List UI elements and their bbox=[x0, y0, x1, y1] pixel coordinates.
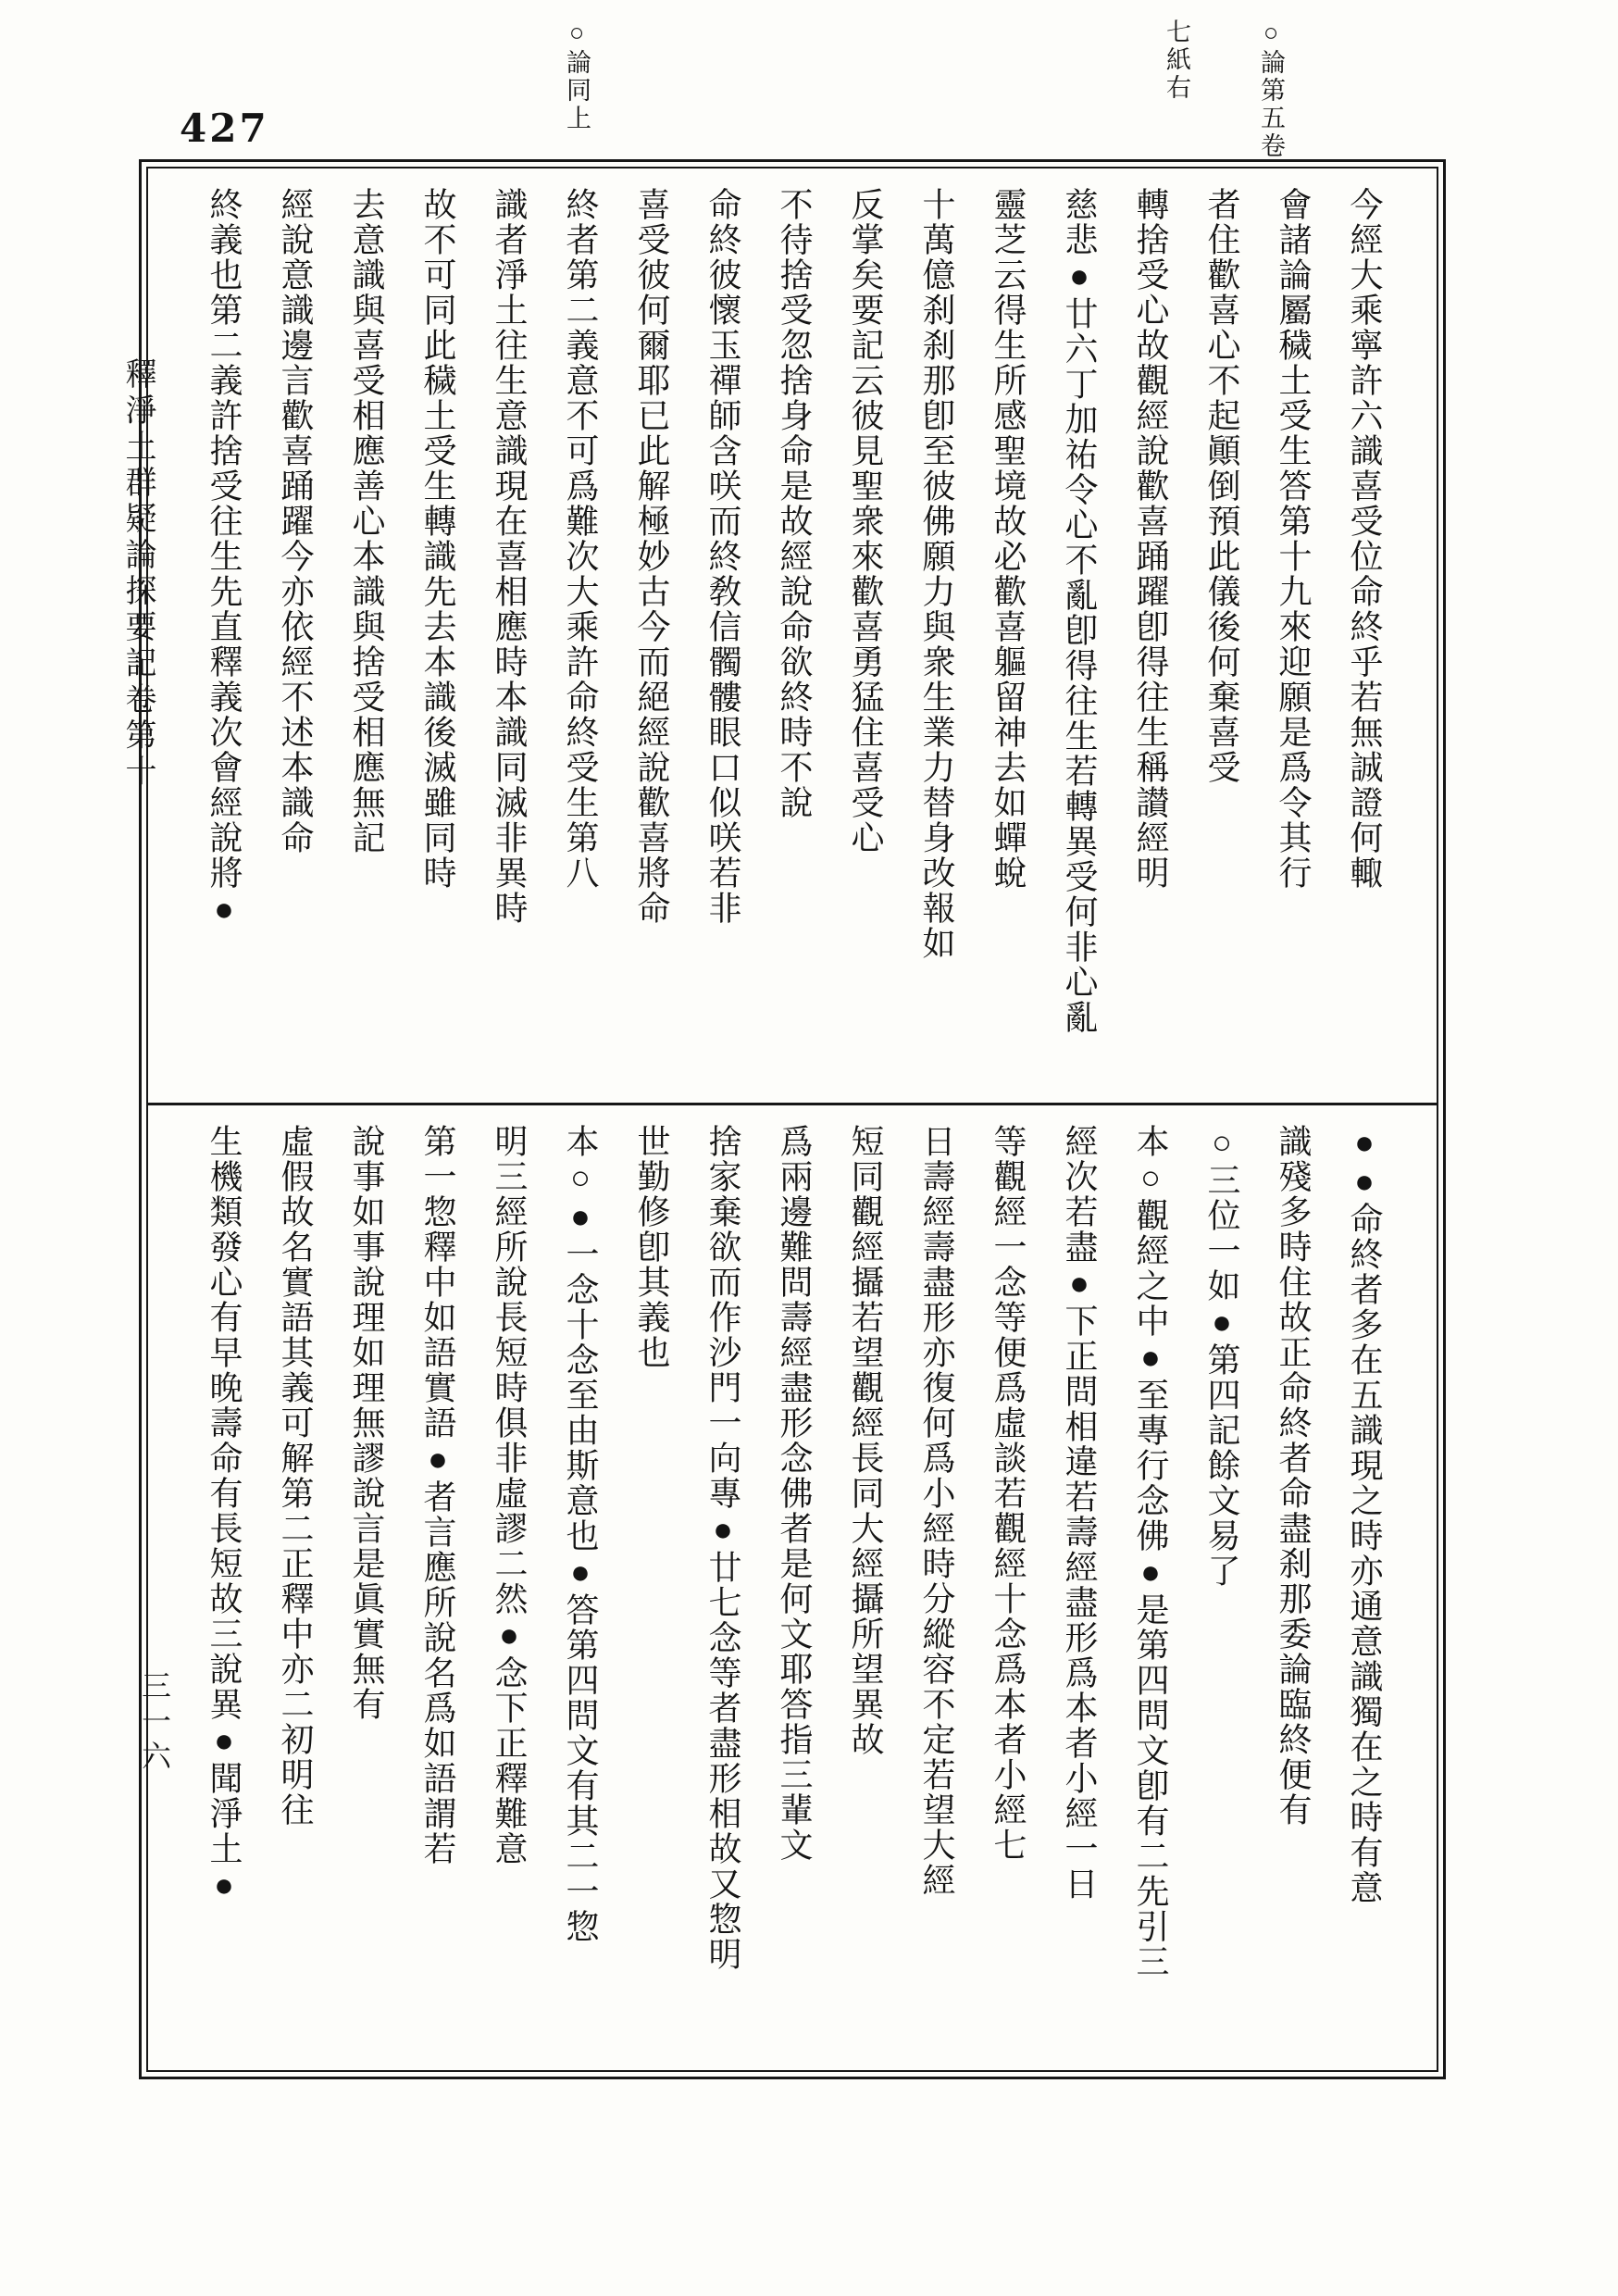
text-column: 故不可同此穢土受生轉識先去本識後滅雖同時 bbox=[419, 187, 456, 891]
text-column: 識者淨土往生意識現在喜相應時本識同滅非異時 bbox=[491, 187, 528, 926]
text-column: 命終彼懷玉禪師含咲而終敎信髑髏眼口似咲若非 bbox=[704, 187, 741, 926]
text-column: 反掌矣要記云彼見聖衆來歡喜勇猛住喜受心 bbox=[847, 187, 884, 855]
text-column: 喜受彼何爾耶已此解極妙古今而絕經說歡喜將命 bbox=[633, 187, 670, 926]
text-column: 者住歡喜心不起顚倒預此儀後何棄喜受 bbox=[1203, 187, 1240, 785]
text-column: 靈芝云得生所感聖境故必歡喜軀留神去如蟬蛻 bbox=[989, 187, 1027, 891]
text-column: 終義也第二義許捨受往生先直釋義次會經說將● bbox=[205, 187, 243, 930]
folio-number: 三一六 bbox=[138, 1670, 171, 1776]
text-column: 今經大乘寧許六識喜受位命終乎若無誠證何輙 bbox=[1346, 187, 1383, 891]
text-column: 等觀經一念等便爲虛談若觀經十念爲本者小經七 bbox=[989, 1124, 1027, 1863]
text-column: 經次若盡●下正問相違若壽經盡形爲本者小經一日 bbox=[1061, 1124, 1098, 1902]
text-column: 日壽經壽盡形亦復何爲小經時分縱容不定若望大經 bbox=[918, 1124, 955, 1898]
text-column: 生機類發心有早晚壽命有長短故三說異●聞淨土● bbox=[205, 1124, 243, 1905]
text-column: 終者第二義意不可爲難次大乘許命終受生第八 bbox=[562, 187, 599, 891]
header-note-source-reference bbox=[1098, 19, 1350, 176]
text-column: 本○觀經之中●至專行念佛●是第四問文卽有二先引三 bbox=[1132, 1124, 1169, 1979]
text-column: 本○●一念十念至由斯意也●答第四問文有其二一惣 bbox=[562, 1124, 599, 1944]
header-note-same-as-above: ○論同上 bbox=[563, 19, 591, 132]
text-frame-inner bbox=[146, 167, 1438, 2072]
bottom-text-block bbox=[148, 1105, 1437, 2070]
header-note-leaf: 七紙右 bbox=[1163, 19, 1190, 102]
text-column: ○三位一如●第四記餘文易了 bbox=[1203, 1124, 1240, 1589]
text-column: 會諸論屬穢土受生答第十九來迎願是爲令其行 bbox=[1275, 187, 1312, 891]
margin-title: 釋淨土群疑論探要記卷第十 bbox=[120, 357, 155, 791]
text-column: 經說意識邊言歡喜踊躍今亦依經不述本識命 bbox=[277, 187, 314, 855]
top-text-block bbox=[148, 168, 1437, 1105]
text-column: 慈悲●廿六丁加祐令心不亂卽得往生若轉異受何非心亂 bbox=[1061, 187, 1098, 1035]
text-frame bbox=[139, 159, 1446, 2079]
text-column: 第一惣釋中如語實語●者言應所說名爲如語謂若 bbox=[419, 1124, 456, 1866]
text-column: 世勤修卽其義也 bbox=[633, 1124, 670, 1370]
text-column: 爲兩邊難問壽經盡形念佛者是何文耶答指三輩文 bbox=[776, 1124, 813, 1863]
text-column: 短同觀經攝若望觀經長同大經攝所望異故 bbox=[847, 1124, 884, 1757]
text-column: 識殘多時住故正命終者命盡刹那委論臨終便有 bbox=[1275, 1124, 1312, 1828]
text-column: 說事如事說理如理無謬說言是眞實無有 bbox=[348, 1124, 385, 1722]
text-column: 不待捨受忽捨身命是故經說命欲終時不說 bbox=[776, 187, 813, 820]
print-page-number: 427 bbox=[180, 106, 269, 151]
header-note-volume: ○論第五卷 bbox=[1257, 19, 1285, 160]
text-column: 捨家棄欲而作沙門一向專●廿七念等者盡形相故又惣明 bbox=[704, 1124, 741, 1972]
text-column: ●●命終者多在五識現之時亦通意識獨在之時有意 bbox=[1346, 1124, 1383, 1905]
text-column: 明三經所說長短時俱非虛謬二然●念下正釋難意 bbox=[491, 1124, 528, 1866]
text-column: 十萬億刹刹那卽至彼佛願力與衆生業力替身改報如 bbox=[918, 187, 955, 961]
text-column: 虛假故名實語其義可解第二正釋中亦二初明往 bbox=[277, 1124, 314, 1828]
text-column: 去意識與喜受相應善心本識與捨受相應無記 bbox=[348, 187, 385, 855]
text-column: 轉捨受心故觀經說歡喜踊躍卽得往生稱讃經明 bbox=[1132, 187, 1169, 891]
